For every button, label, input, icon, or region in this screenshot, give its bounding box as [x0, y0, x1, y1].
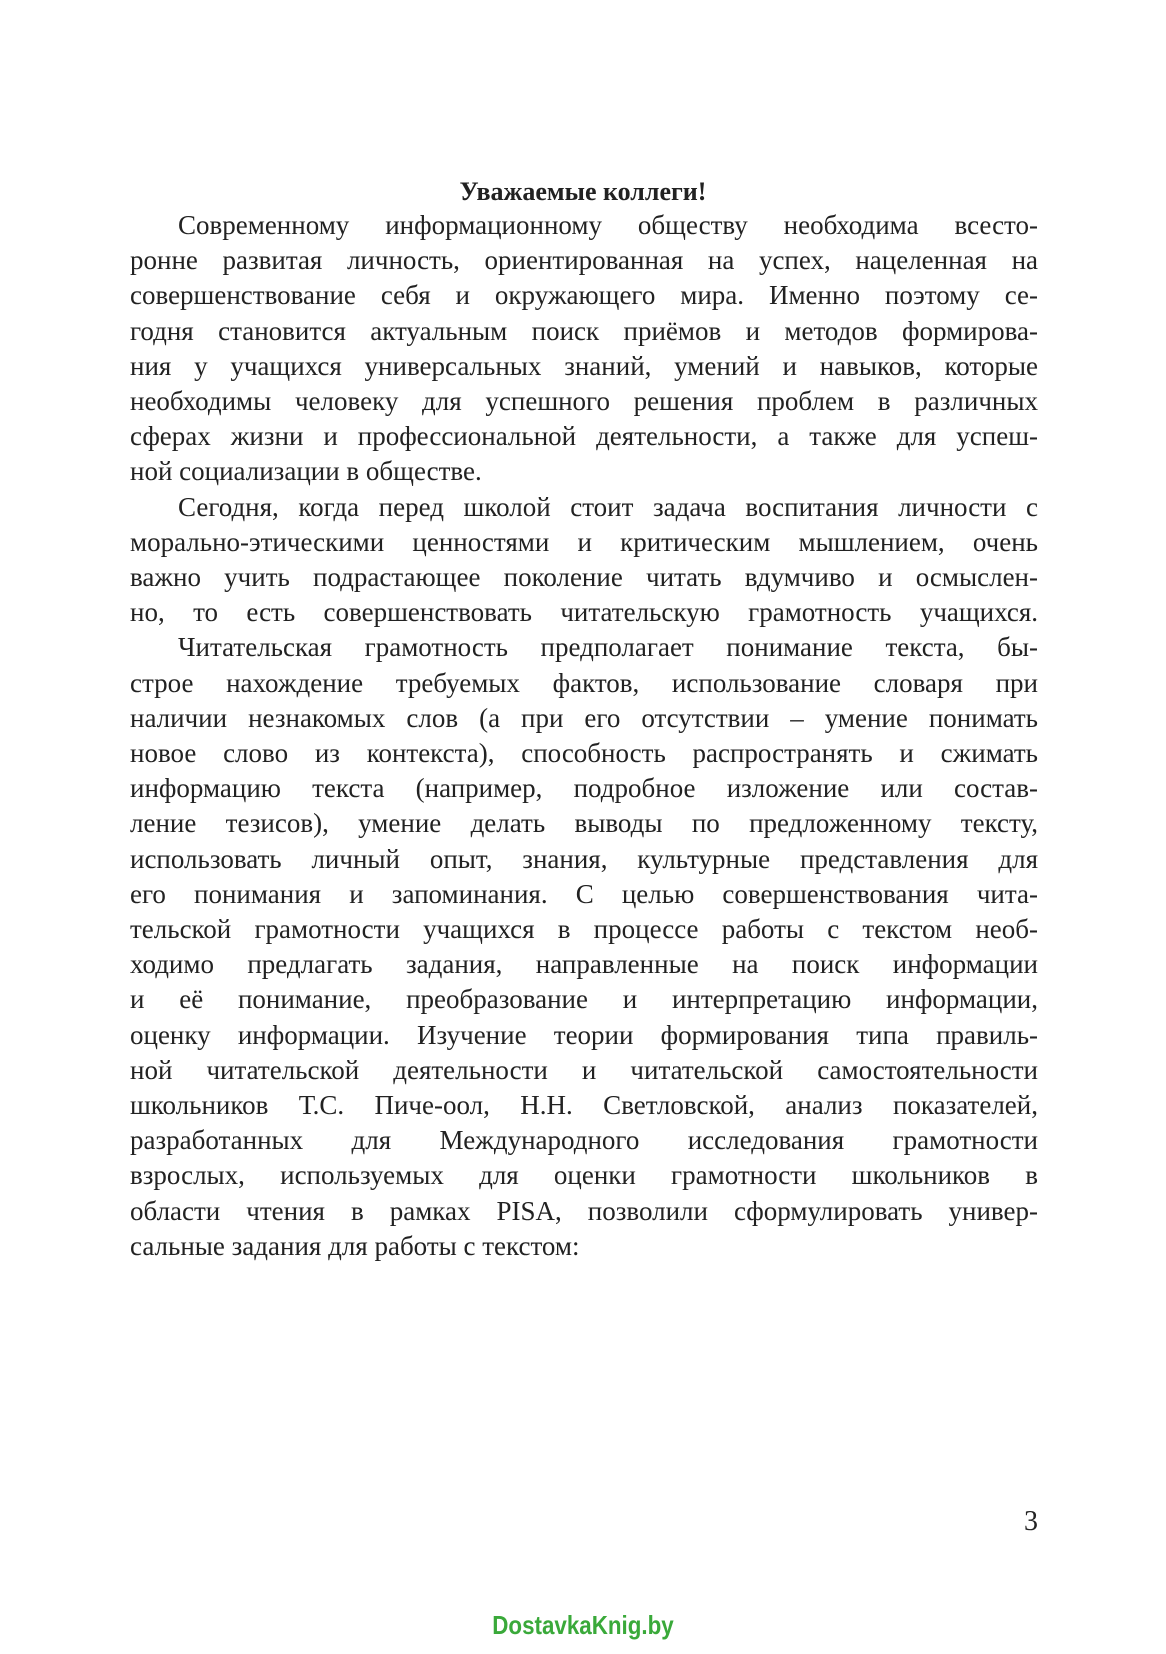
text-line: использовать личный опыт, знания, культурные представления для [130, 843, 1038, 874]
text-line: годня становится актуальным поиск приёмов и методов формирова- [130, 315, 1038, 346]
text-line: сальные задания для работы с текстом: [130, 1230, 580, 1261]
page-number: 3 [1024, 1506, 1038, 1537]
text-line: Сегодня, когда перед школой стоит задача воспитания личности с [178, 491, 1038, 522]
text-line: области чтения в рамках PISA, позволили сформулировать универ- [130, 1195, 1038, 1226]
text-line: его понимания и запоминания. С целью совершенствования чита- [130, 878, 1038, 909]
text-line: ронне развитая личность, ориентированная на успех, нацеленная на [130, 245, 1038, 276]
text-line: строе нахождение требуемых фактов, использование словаря при [130, 667, 1038, 698]
text-line: ление тезисов), умение делать выводы по предложенному тексту, [130, 808, 1038, 839]
text-line: Читательская грамотность предполагает понимание текста, бы- [178, 632, 1038, 663]
page-heading: Уважаемые коллеги! [459, 177, 707, 206]
paragraph-1 [130, 208, 1038, 490]
text-line: разработанных для Международного исследования грамотности [130, 1125, 1038, 1156]
text-line: и её понимание, преобразование и интерпретацию информации, [130, 984, 1038, 1015]
text-line: взрослых, используемых для оценки грамотности школьников в [130, 1160, 1038, 1191]
paragraph-2 [130, 490, 1038, 631]
text-line: Современному информационному обществу необходима всесто- [178, 210, 1038, 240]
watermark-link[interactable]: DostavkaKnig.by [492, 1610, 674, 1640]
text-line: ной читательской деятельности и читательской самостоятельности [130, 1054, 1038, 1085]
text-line: ния у учащихся универсальных знаний, умений и навыков, которые [130, 350, 1038, 381]
text-line: сферах жизни и профессиональной деятельности, а также для успеш- [130, 421, 1038, 452]
text-line: ной социализации в обществе. [130, 456, 482, 487]
paragraph-3 [130, 630, 1038, 1264]
text-line: оценку информации. Изучение теории формирования типа правиль- [130, 1019, 1038, 1050]
text-line: но, то есть совершенствовать читательскую грамотность учащихся. [130, 597, 1038, 628]
text-line: ходимо предлагать задания, направленные на поиск информации [130, 949, 1038, 980]
text-line: информацию текста (например, подробное изложение или состав- [130, 773, 1038, 804]
text-line: тельской грамотности учащихся в процессе работы с текстом необ- [130, 914, 1038, 945]
text-line: важно учить подрастающее поколение читать вдумчиво и осмыслен- [130, 562, 1038, 593]
text-line: новое слово из контекста), способность распространять и сжимать [130, 738, 1038, 769]
text-line: совершенствование себя и окружающего мира. Именно поэтому се- [130, 280, 1038, 311]
text-line: морально-этическими ценностями и критическим мышлением, очень [130, 526, 1038, 557]
body-text [130, 208, 1038, 1264]
text-line: необходимы человеку для успешного решения проблем в различных [130, 386, 1038, 417]
text-line: наличии незнакомых слов (а при его отсутствии – умение понимать [130, 702, 1038, 733]
text-line: школьников Т.С. Пиче-оол, Н.Н. Светловской, анализ показателей, [130, 1090, 1038, 1121]
